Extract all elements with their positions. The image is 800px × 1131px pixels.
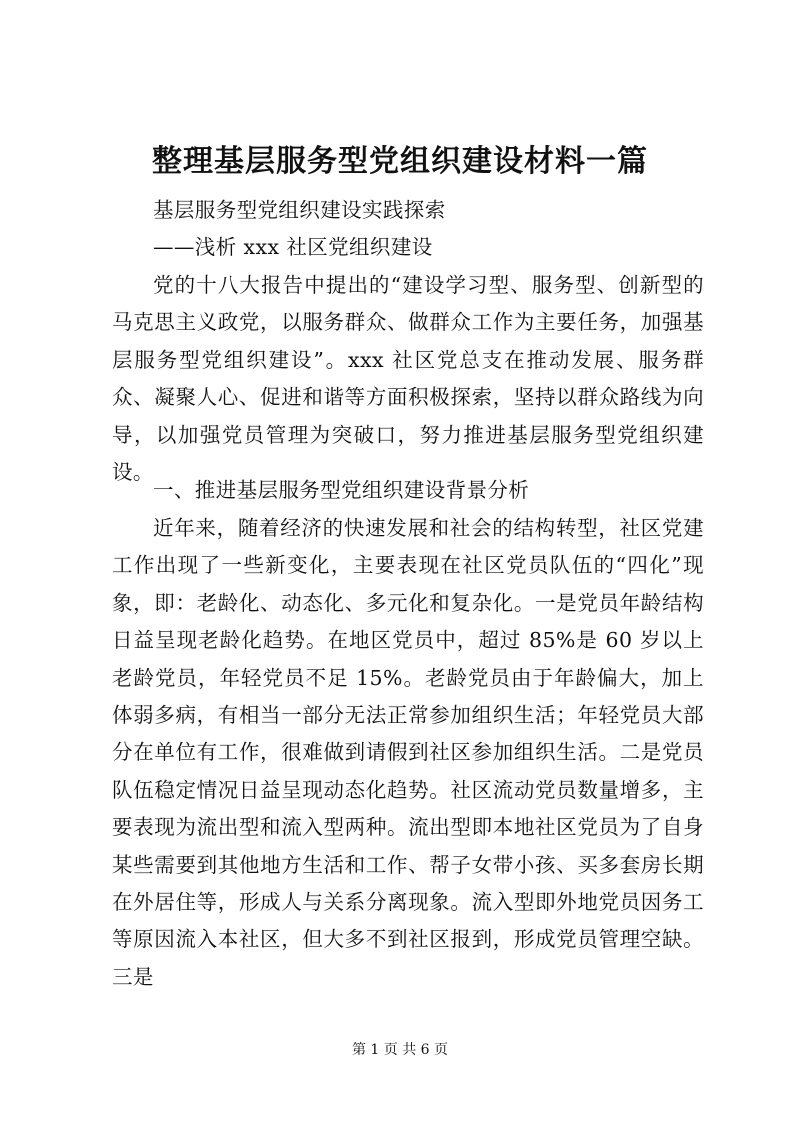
section-body-paragraph: 近年来，随着经济的快速发展和社会的结构转型，社区党建工作出现了一些新变化，主要表现在社区党员队伍的“四化”现象，即：老龄化、动态化、多元化和复杂化。一是党员年龄结构日益呈现老龄化趋势。在地区党员中，超过 85%是 60 岁以上老龄党员，年轻党员不足 15%。老龄党员由于年龄偏大，加上体弱多病，有相当一部分无法正常参加组织生活；年轻党员大部分在单位有工作，很难做到请假到社区参加组织生活。二是党员队伍稳定情况日益呈现动态化趋势。社区流动党员数量增多，主要表现为流出型和流入型两种。流出型即本地社区党员为了自身某些需要到其他地方生活和工作、帮子女带小孩、买多套房长期在外居住等，形成人与关系分离现象。流入型即外地党员因务工等原因流入本社区，但大多不到社区报到，形成党员管理空缺。三是 — [112, 516, 704, 989]
intro-paragraph: 党的十八大报告中提出的“建设学习型、服务型、创新型的马克思主义政党，以服务群众、做群众工作为主要任务，加强基层服务型党组织建设”。xxx 社区党总支在推动发展、服务群众、凝聚人心、促进和谐等方面积极探索，坚持以群众路线为向导，以加强党员管理为突破口，努力推进基层服务型党组织建设。 — [112, 273, 704, 485]
subtitle: 基层服务型党组织建设实践探索 — [153, 198, 446, 222]
page-number: 第 1 页 共 6 页 — [351, 1042, 449, 1058]
document-title: 整理基层服务型党组织建设材料一篇 — [152, 144, 648, 179]
section-heading: 一、推进基层服务型党组织建设背景分析 — [153, 478, 530, 502]
subtitle-secondary: ——浅析 xxx 社区党组织建设 — [153, 235, 433, 259]
